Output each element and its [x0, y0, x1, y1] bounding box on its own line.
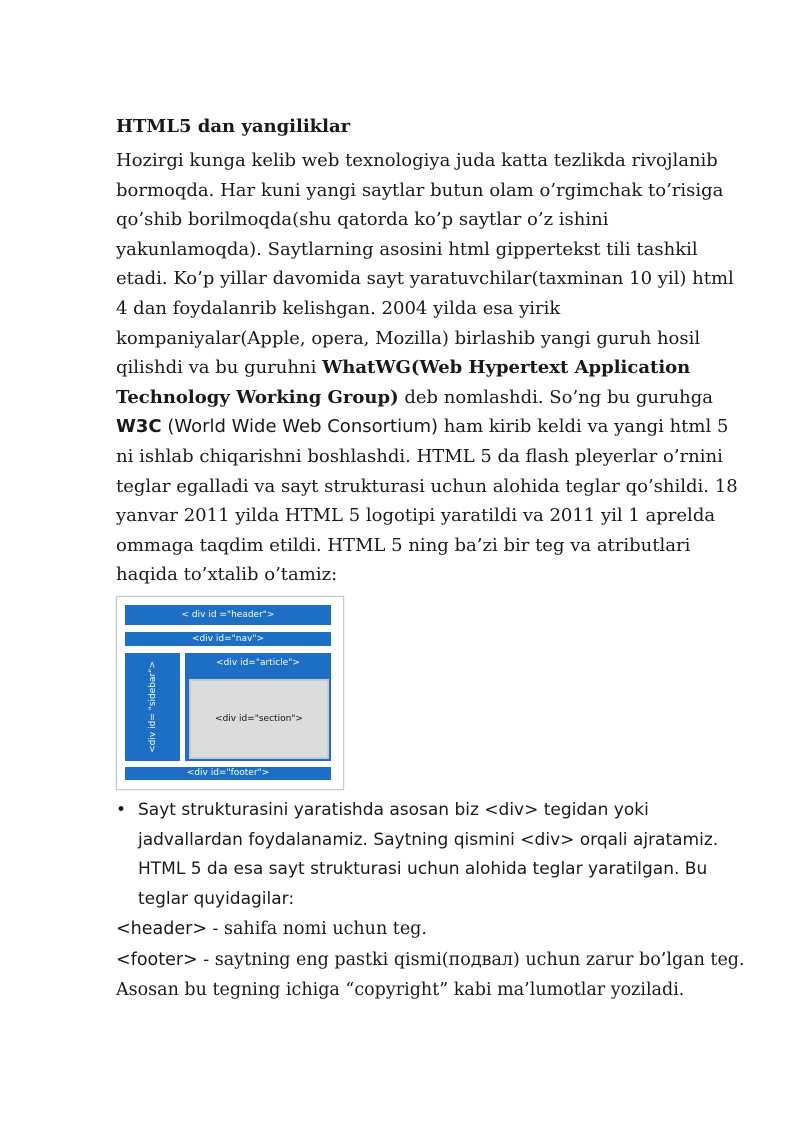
- layout-diagram: [116, 596, 344, 790]
- diagram-header-block: < div id ="header">: [125, 605, 331, 625]
- intro-paragraph: [116, 146, 746, 590]
- diagram-sidebar-label: <div id= "sidebar">: [147, 661, 158, 753]
- header-tag-desc: - sahifa nomi uchun teg.: [206, 919, 427, 940]
- diagram-sidebar-block: [125, 653, 180, 761]
- diagram-section-block: <div id="section">: [189, 679, 329, 759]
- diagram-article-label: <div id="article">: [216, 657, 300, 668]
- whatwg-term: WhatWG(Web Hypertext Application Technology Working Group): [116, 357, 691, 408]
- bullet-text: Sayt strukturasini yaratishda asosan biz <div> tegidan yoki jadvallardan foydalanamiz. Saytning qismini <div> orqali ajratamiz. HTML 5 da esa sayt strukturasi uchun alohida teglar yaratilgan. Bu teglar quyidagilar:: [138, 799, 719, 909]
- diagram-nav-block: <div id="nav">: [125, 632, 331, 646]
- list-item: [116, 796, 746, 914]
- bullet-mark: •: [116, 799, 127, 820]
- intro-text-d: ham kirib keldi va yangi html 5 ni ishlab chiqarishni boshlashdi. HTML 5 da flash pleyerlar o’rnini teglar egalladi va sayt strukturasi uchun alohida teglar qo’shildi. 18 yanvar 2011 yilda HTML 5 logotipi yaratildi va 2011 yil 1 aprelda ommaga taqdim etildi. HTML 5 ning ba’zi bir teg va atributlari haqida to’xtalib o’tamiz:: [116, 416, 738, 586]
- section-heading: HTML5 dan yangiliklar: [116, 116, 351, 137]
- intro-text-b: deb nomlashdi. So’ng bu guruhga: [398, 386, 714, 408]
- diagram-footer-block: <div id="footer">: [125, 767, 331, 780]
- header-tag-line: [116, 914, 746, 945]
- w3c-term: W3C: [116, 416, 162, 438]
- intro-text-c: (World Wide Web Consortium): [161, 416, 439, 438]
- footer-tag-desc: - saytning eng pastki qismi(подвал) uchun zarur bo’lgan teg. Asosan bu tegning ichiga “copyright” kabi ma’lumotlar yoziladi.: [116, 949, 745, 1001]
- document-page: [116, 112, 746, 1006]
- footer-tag: <footer>: [116, 949, 198, 970]
- footer-tag-line: [116, 945, 746, 1006]
- header-tag: <header>: [116, 919, 207, 940]
- intro-text-a: Hozirgi kunga kelib web texnologiya juda katta tezlikda rivojlanib bormoqda. Har kuni yangi saytlar butun olam o’rgimchak to’risiga qo’shib borilmoqda(shu qatorda ko’p saytlar o’z ishini yakunlamoqda). Saytlarning asosini html gippertekst tili tashkil etadi. Ko’p yillar davomida sayt yaratuvchilar(taxminan 10 yil) html 4 dan foydalanrib kelishgan. 2004 yilda esa yirik kompaniyalar(Apple, opera, Mozilla) birlashib yangi guruh hosil qilishdi va bu guruhni: [116, 150, 734, 379]
- bullet-list: [116, 796, 746, 914]
